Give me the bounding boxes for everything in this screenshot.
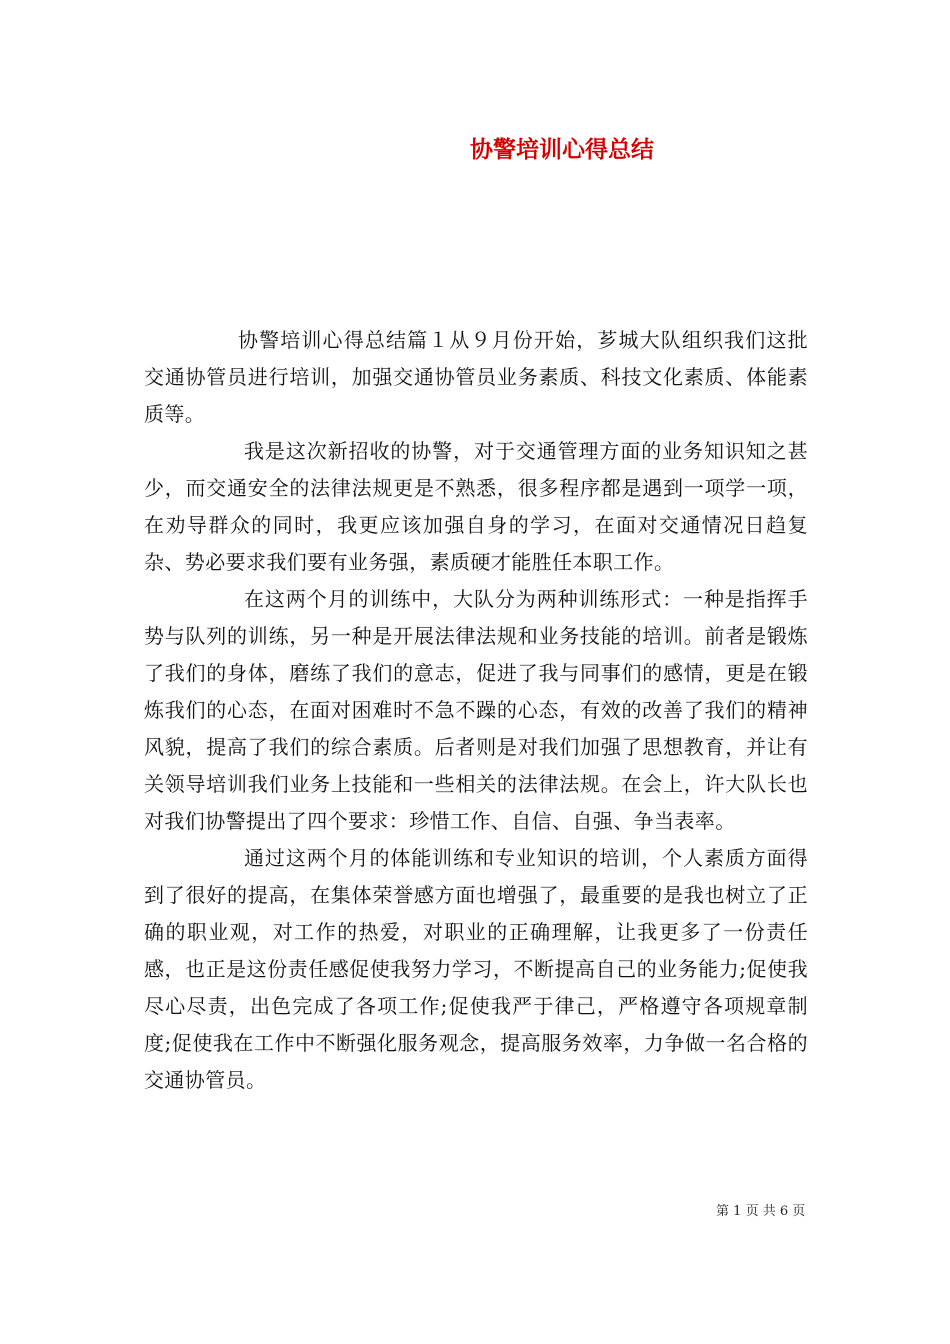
paragraph-2: 我是这次新招收的协警，对于交通管理方面的业务知识知之甚少，而交通安全的法律法规更是不熟悉，很多程序都是遇到一项学一项，在劝导群众的同时，我更应该加强自身的学习，在面对交通情况日趋复杂、势必要求我们要有业务强，素质硬才能胜任本职工作。	[144, 439, 808, 574]
paragraph-4: 通过这两个月的体能训练和专业知识的培训，个人素质方面得到了很好的提高，在集体荣誉感方面也增强了，最重要的是我也树立了正确的职业观，对工作的热爱，对职业的正确理解，让我更多了一份责任感，也正是这份责任感促使我努力学习，不断提高自己的业务能力;促使我尽心尽责，出色完成了各项工作;促使我严于律己，严格遵守各项规章制度;促使我在工作中不断强化服务观念，提高服务效率，力争做一名合格的交通协管员。	[144, 846, 808, 1092]
paragraph-1: 协警培训心得总结篇１从９月份开始，芗城大队组织我们这批交通协管员进行培训，加强交通协管员业务素质、科技文化素质、体能素质等。	[144, 328, 808, 426]
document-title: 协警培训心得总结	[470, 136, 654, 163]
paragraph-3: 在这两个月的训练中，大队分为两种训练形式：一种是指挥手势与队列的训练，另一种是开展法律法规和业务技能的培训。前者是锻炼了我们的身体，磨练了我们的意志，促进了我与同事们的感情，更是在锻炼我们的心态，在面对困难时不急不躁的心态，有效的改善了我们的精神风貌，提高了我们的综合素质。后者则是对我们加强了思想教育，并让有关领导培训我们业务上技能和一些相关的法律法规。在会上，许大队长也对我们协警提出了四个要求：珍惜工作、自信、自强、争当表率。	[144, 587, 808, 833]
footer-middle: 页 共	[745, 1204, 776, 1219]
footer-suffix: 页	[792, 1204, 806, 1219]
footer-total-pages: 6	[779, 1204, 789, 1219]
footer-prefix: 第	[716, 1204, 730, 1219]
footer-page-number: 1	[733, 1204, 742, 1219]
page-footer	[716, 1203, 805, 1221]
document-body	[144, 322, 808, 1099]
